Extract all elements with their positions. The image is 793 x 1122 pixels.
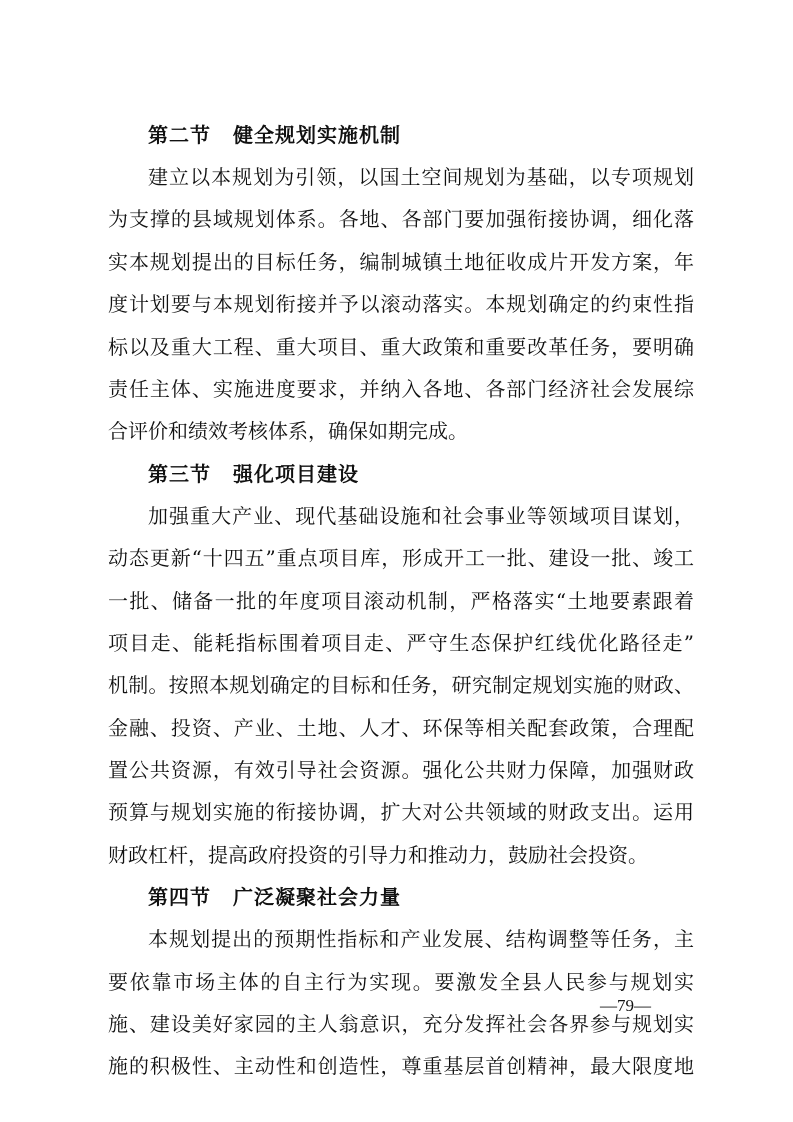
paragraph-line: 机制。按照本规划确定的目标和任务，研究制定规划实施的财政、	[108, 673, 694, 698]
page-number: —79—	[600, 996, 651, 1015]
section-title: 健全规划实施机制	[233, 123, 401, 147]
paragraph-line: 项目走、能耗指标围着项目走、严守生态保护红线优化路径走”	[108, 630, 694, 655]
paragraph-line: 金融、投资、产业、土地、人才、环保等相关配套政策，合理配	[108, 715, 694, 740]
section-heading-2	[108, 114, 694, 156]
paragraph-line: 建立以本规划为引领，以国土空间规划为基础，以专项规划	[148, 165, 694, 189]
paragraph-line: 实本规划提出的目标任务，编制城镇土地征收成片开发方案，年	[108, 249, 694, 274]
paragraph-line: 施的积极性、主动性和创造性，尊重基层首创精神，最大限度地	[108, 1054, 694, 1079]
section-title: 广泛凝聚社会力量	[233, 885, 401, 910]
paragraph-line: 动态更新“十四五”重点项目库，形成开工一批、建设一批、竣工	[108, 546, 694, 571]
section-number: 第三节	[148, 461, 211, 486]
page-content	[108, 114, 694, 1088]
section-title: 强化项目建设	[233, 461, 359, 486]
section-number: 第二节	[148, 123, 211, 147]
paragraph-line: 责任主体、实施进度要求，并纳入各地、各部门经济社会发展综	[108, 376, 694, 401]
section-paragraph-2	[108, 156, 694, 453]
paragraph-line: 一批、储备一批的年度项目滚动机制，严格落实“土地要素跟着	[108, 588, 694, 613]
section-heading-3	[108, 453, 694, 495]
paragraph-line: 置公共资源，有效引导社会资源。强化公共财力保障，加强财政	[108, 758, 694, 783]
paragraph-line: 标以及重大工程、重大项目、重大政策和重要改革任务，要明确	[108, 334, 694, 359]
paragraph-line: 施、建设美好家园的主人翁意识，充分发挥社会各界参与规划实	[108, 1012, 694, 1037]
section-heading-4	[108, 876, 694, 918]
paragraph-line: 加强重大产业、现代基础设施和社会事业等领域项目谋划，	[148, 503, 694, 528]
paragraph-line: 为支撑的县域规划体系。各地、各部门要加强衔接协调，细化落	[108, 207, 694, 232]
paragraph-line: 要依靠市场主体的自主行为实现。要激发全县人民参与规划实	[108, 969, 694, 994]
section-paragraph-3	[108, 495, 694, 877]
paragraph-line: 预算与规划实施的衔接协调，扩大对公共领域的财政支出。运用	[108, 800, 694, 825]
paragraph-line: 财政杠杆，提高政府投资的引导力和推动力，鼓励社会投资。	[108, 842, 648, 867]
paragraph-line: 度计划要与本规划衔接并予以滚动落实。本规划确定的约束性指	[108, 292, 694, 317]
paragraph-line: 合评价和绩效考核体系，确保如期完成。	[108, 419, 468, 444]
paragraph-line: 本规划提出的预期性指标和产业发展、结构调整等任务，主	[148, 927, 694, 952]
section-number: 第四节	[148, 885, 211, 910]
